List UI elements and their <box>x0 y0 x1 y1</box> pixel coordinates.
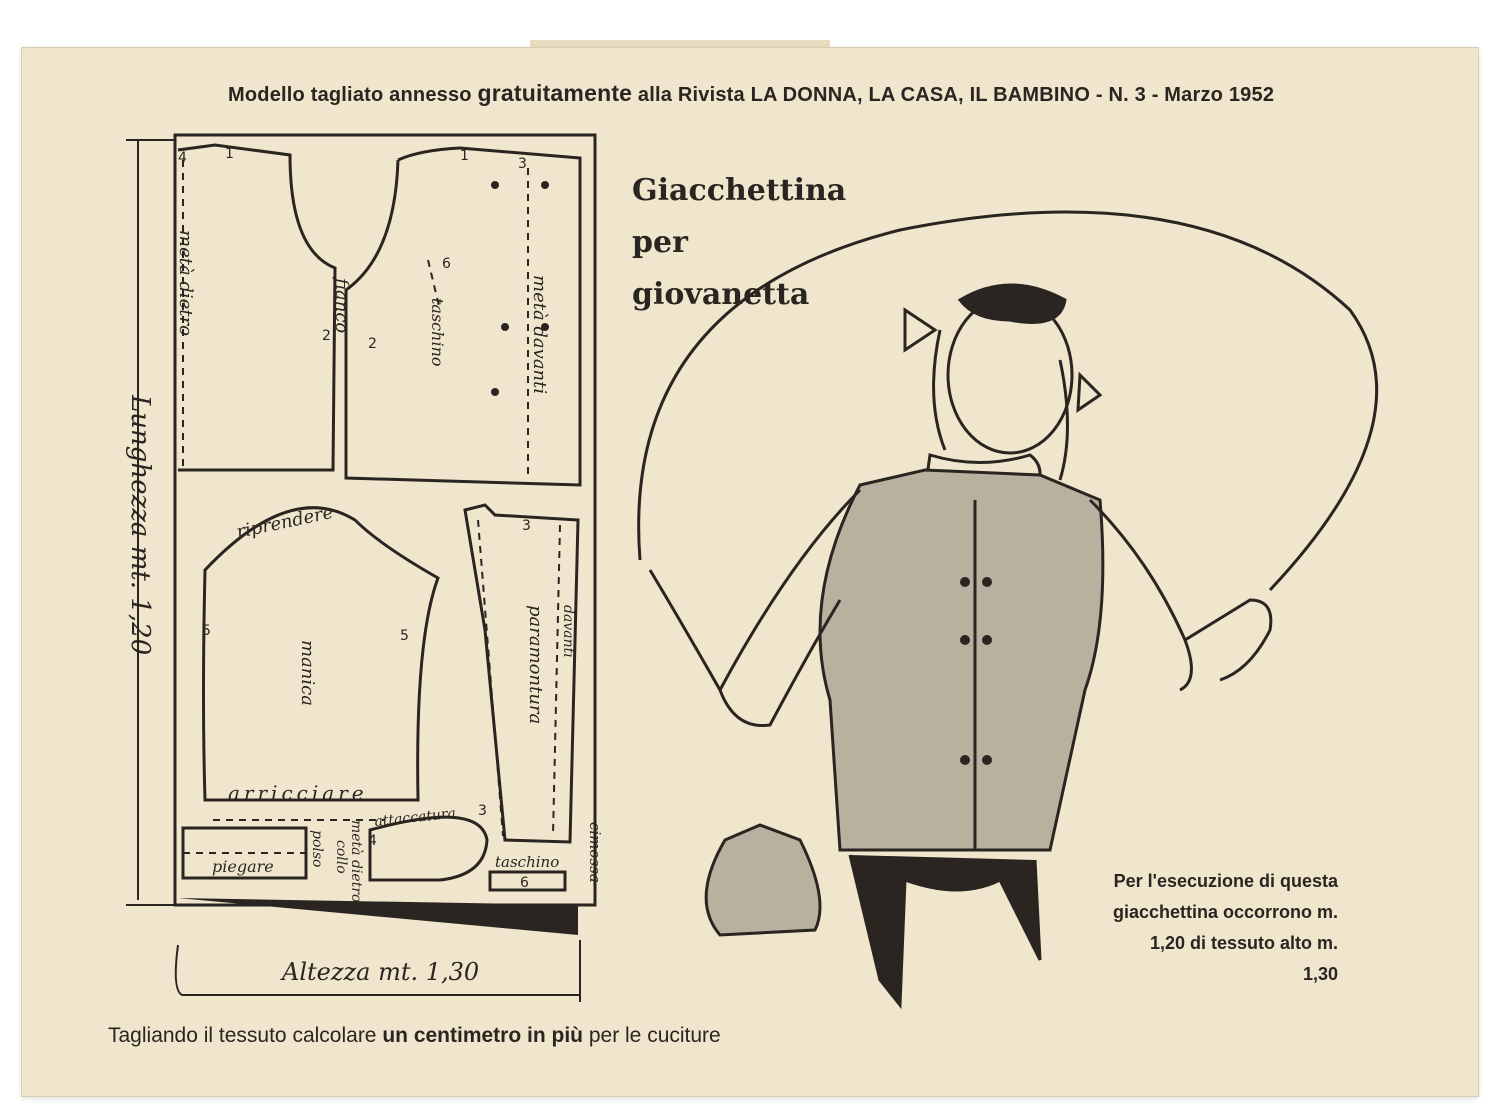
facing-piece <box>465 505 578 842</box>
label-lunghezza: Lunghezza mt. 1,20 <box>125 395 155 656</box>
header-part3: alla Rivista LA DONNA, LA CASA, IL BAMBINO - N. 3 - Marzo 1952 <box>632 84 1275 106</box>
mark-4a: 4 <box>178 150 187 166</box>
mark-1b: 1 <box>460 148 469 164</box>
mark-6a: 6 <box>442 256 451 272</box>
footer-part3: per le cuciture <box>583 1024 721 1047</box>
mark-3b: 3 <box>522 518 531 534</box>
label-fianco: fianco <box>331 278 352 334</box>
label-altezza: Altezza mt. 1,30 <box>282 958 480 986</box>
label-taschino-bottom: taschino <box>495 853 560 871</box>
mark-2b: 2 <box>368 336 377 352</box>
label-paramontura: paramontura <box>525 605 546 725</box>
label-manica: manica <box>297 640 318 706</box>
mark-1a: 1 <box>225 146 234 162</box>
mark-2a: 2 <box>322 328 331 344</box>
mark-3c: 3 <box>478 803 487 819</box>
label-taschino-top: taschino <box>428 298 447 367</box>
label-meta-davanti: metà davanti <box>529 275 550 395</box>
label-polso: polso <box>309 830 325 868</box>
header-part1: Modello tagliato annesso <box>228 84 478 106</box>
mark-5a: 5 <box>202 623 211 639</box>
footer-part2: un centimetro in più <box>382 1024 583 1047</box>
label-arricciare: arricciare <box>228 781 368 805</box>
label-meta-dietro: metà dietro <box>175 230 196 337</box>
footer-text <box>108 1024 721 1048</box>
label-meta-dietro-collo: metà dietro <box>348 820 364 903</box>
label-davanti: davanti <box>560 605 576 658</box>
footer-part1: Tagliando il tessuto calcolare <box>108 1024 383 1047</box>
label-riprendere: riprendere <box>234 501 336 543</box>
mark-3a: 3 <box>518 156 527 172</box>
title-line1: Giacchettina <box>632 173 847 208</box>
back-piece <box>178 145 335 470</box>
mark-5b: 5 <box>400 628 409 644</box>
sleeve-piece <box>204 508 439 800</box>
label-cimossa: cimossa <box>586 822 604 883</box>
label-piegare: piegare <box>212 857 274 876</box>
mark-6b: 6 <box>520 875 529 891</box>
header-part2: gratuitamente <box>477 80 633 106</box>
garment-title <box>632 165 846 321</box>
mark-4b: 4 <box>368 833 377 849</box>
title-line3: giovanetta <box>632 277 810 312</box>
label-collo: collo <box>333 840 349 874</box>
title-line2: per <box>632 225 688 260</box>
fabric-note: Per l'esecuzione di questa giacchettina occorrono m. 1,20 di tessuto alto m. 1,30 <box>1112 871 1338 984</box>
label-attaccatura: attaccatura <box>373 805 457 830</box>
